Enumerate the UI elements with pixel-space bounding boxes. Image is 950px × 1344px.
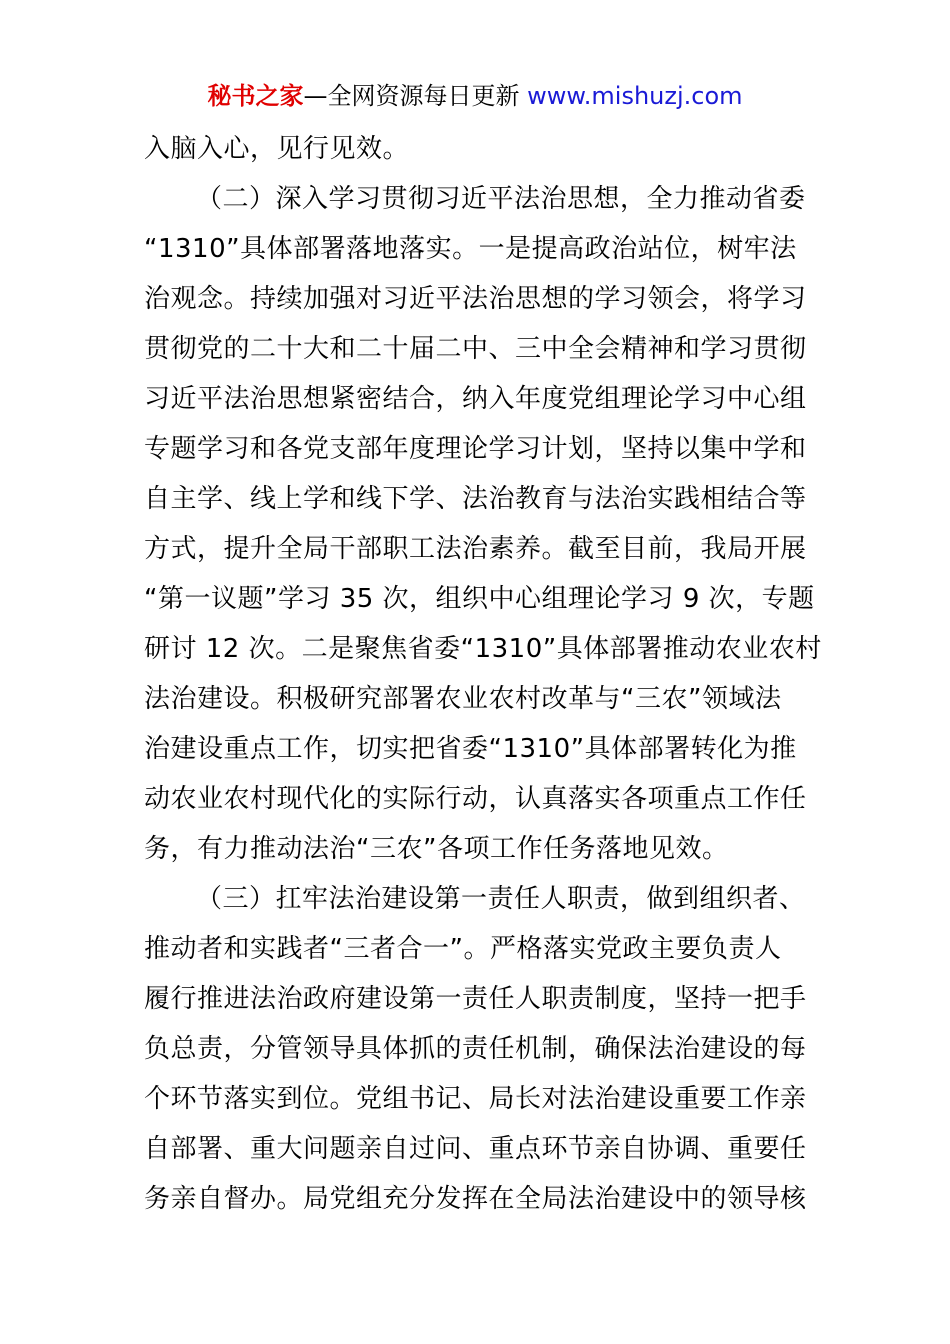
text-line: 推动者和实践者“三者合一”。严格落实党政主要负责人 — [144, 934, 782, 964]
text-line: 务亲自督办。局党组充分发挥在全局法治建设中的领导核 — [144, 1184, 807, 1214]
text-line: 动农业农村现代化的实际行动，认真落实各项重点工作任 — [144, 784, 807, 814]
paragraph-section-three — [144, 874, 808, 1224]
text-line: 个环节落实到位。党组书记、局长对法治建设重要工作亲 — [144, 1084, 807, 1114]
paragraph-continuation — [144, 124, 808, 174]
document-body — [144, 124, 822, 1224]
text-line: 负总责，分管领导具体抓的责任机制，确保法治建设的每 — [144, 1034, 807, 1064]
text-line: 研讨 12 次。二是聚焦省委“1310”具体部署推动农业农村 — [144, 634, 822, 664]
text-line: 务，有力推动法治“三农”各项工作任务落地见效。 — [144, 834, 729, 864]
text-line: 专题学习和各党支部年度理论学习计划，坚持以集中学和 — [144, 434, 807, 464]
site-tagline: —全网资源每日更新 — [303, 82, 528, 110]
text-line: 自部署、重大问题亲自过问、重点环节亲自协调、重要任 — [144, 1134, 807, 1164]
text-line: “1310”具体部署落地落实。一是提高政治站位，树牢法 — [144, 234, 797, 264]
text-line: 自主学、线上学和线下学、法治教育与法治实践相结合等 — [144, 484, 807, 514]
text-line: 贯彻党的二十大和二十届二中、三中全会精神和学习贯彻 — [144, 334, 807, 364]
text-line: 治观念。持续加强对习近平法治思想的学习领会，将学习 — [144, 284, 807, 314]
text-line: “第一议题”学习 35 次，组织中心组理论学习 9 次，专题 — [144, 584, 815, 614]
text-line: （二）深入学习贯彻习近平法治思想，全力推动省委 — [196, 184, 806, 214]
site-url-link[interactable]: www.mishuzj.com — [527, 82, 743, 110]
text-line: 履行推进法治政府建设第一责任人职责制度，坚持一把手 — [144, 984, 807, 1014]
text-line: 入脑入心，见行见效。 — [144, 134, 410, 164]
text-line: （三）扛牢法治建设第一责任人职责，做到组织者、 — [196, 884, 806, 914]
text-line: 法治建设。积极研究部署农业农村改革与“三农”领域法 — [144, 684, 782, 714]
text-line: 习近平法治思想紧密结合，纳入年度党组理论学习中心组 — [144, 384, 807, 414]
paragraph-section-two — [144, 174, 822, 874]
site-brand: 秘书之家 — [207, 82, 304, 110]
site-header — [0, 80, 950, 112]
text-line: 治建设重点工作，切实把省委“1310”具体部署转化为推 — [144, 734, 797, 764]
text-line: 方式，提升全局干部职工法治素养。截至目前，我局开展 — [144, 534, 807, 564]
